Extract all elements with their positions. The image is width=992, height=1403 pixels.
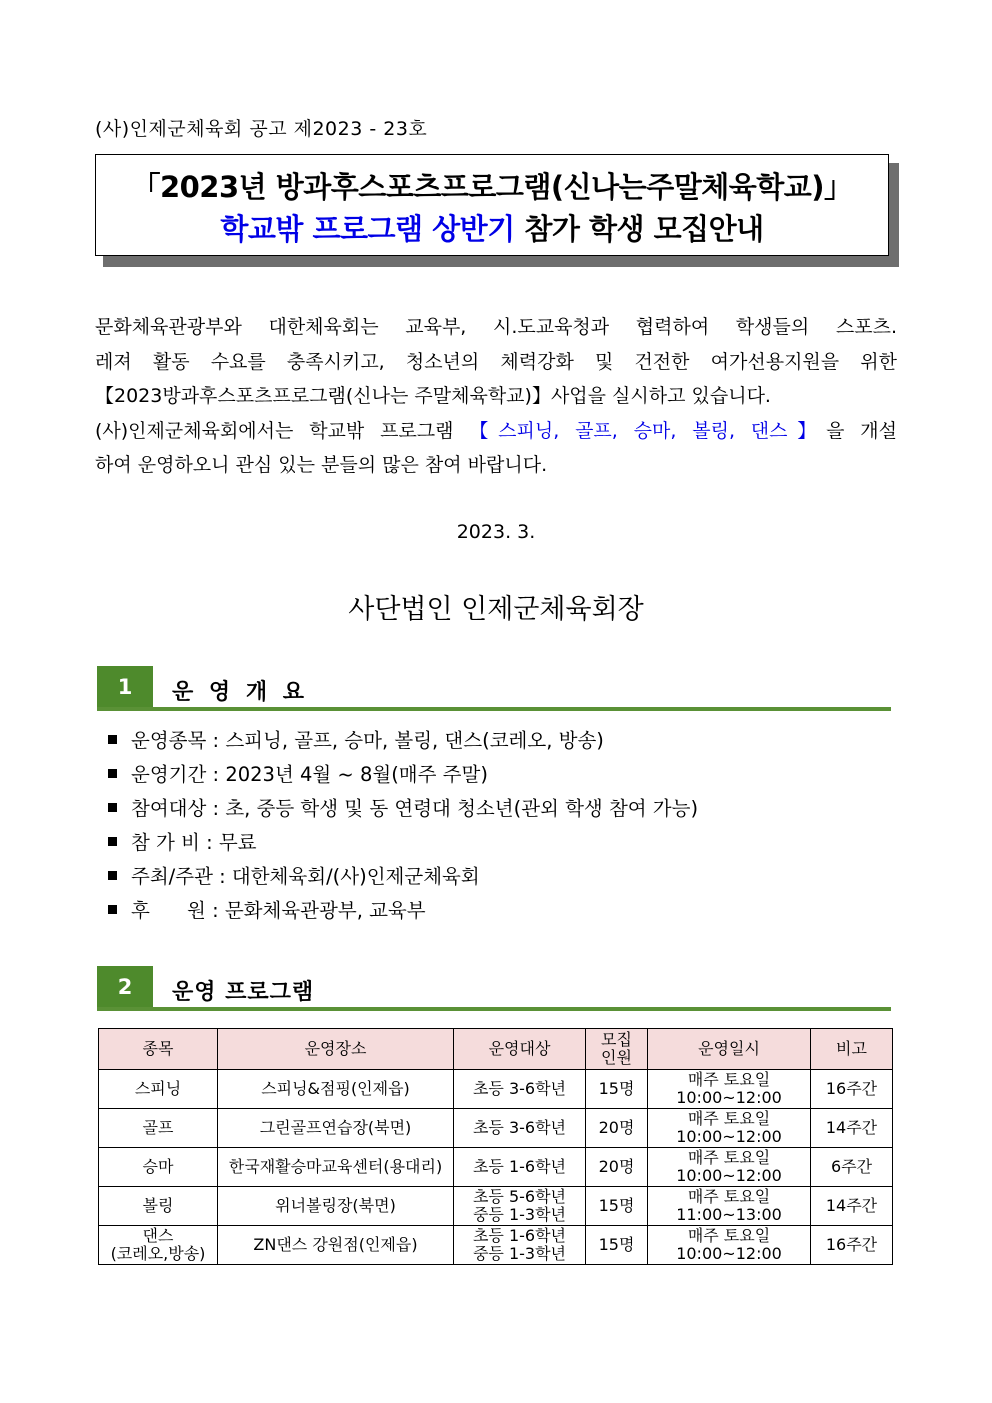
header-cell-sport: 종목 <box>99 1029 218 1070</box>
intro-line-4 <box>95 414 897 449</box>
cell-note: 14주간 <box>811 1109 893 1148</box>
table-row <box>99 1070 893 1109</box>
intro-line-1: 문화체육관광부와 대한체육회는 교육부, 시.도교육청과 협력하여 학생들의 스포츠. <box>95 316 897 338</box>
cell-target: 초등 1-6학년 <box>454 1148 586 1187</box>
cell-schedule: 매주 토요일 10:00~12:00 <box>648 1148 811 1187</box>
cell-schedule: 매주 토요일 10:00~12:00 <box>648 1109 811 1148</box>
cell-sport: 댄스 (코레오,방송) <box>99 1226 218 1265</box>
overview-list <box>108 724 698 928</box>
table-row <box>99 1148 893 1187</box>
cell-capacity: 15명 <box>586 1070 648 1109</box>
cell-venue: 스피닝&점핑(인제읍) <box>218 1070 454 1109</box>
header-cell-capacity: 모집 인원 <box>586 1029 648 1070</box>
cell-capacity: 20명 <box>586 1148 648 1187</box>
section-1-number: 1 <box>97 666 153 709</box>
cell-note: 16주간 <box>811 1070 893 1109</box>
table-row <box>99 1226 893 1265</box>
intro-line-2: 레져 활동 수요를 충족시키고, 청소년의 체력강화 및 건전한 여가선용지원을 위한 <box>95 350 897 373</box>
bullet-square-icon <box>108 803 117 812</box>
cell-capacity: 15명 <box>586 1187 648 1226</box>
intro-line-5: 하여 운영하오니 관심 있는 분들의 많은 참여 바랍니다. <box>95 454 548 476</box>
overview-item <box>108 826 698 860</box>
title-box <box>95 154 889 256</box>
cell-target: 초등 5-6학년 중등 1-3학년 <box>454 1187 586 1226</box>
cell-sport: 스피닝 <box>99 1070 218 1109</box>
cell-capacity: 15명 <box>586 1226 648 1265</box>
bullet-square-icon <box>108 905 117 914</box>
overview-item-text: 운영종목 : 스피닝, 골프, 승마, 볼링, 댄스(코레오, 방송) <box>131 729 604 752</box>
overview-item <box>108 758 698 792</box>
cell-schedule: 매주 토요일 10:00~12:00 <box>648 1070 811 1109</box>
section-1-underline <box>97 707 891 711</box>
overview-item <box>108 724 698 758</box>
overview-item-text: 참여대상 : 초, 중등 학생 및 동 연령대 청소년(관외 학생 참여 가능) <box>131 797 699 820</box>
cell-venue: 위너볼링장(북면) <box>218 1187 454 1226</box>
cell-sport: 볼링 <box>99 1187 218 1226</box>
overview-item-text: 주최/주관 : 대한체육회/(사)인제군체육회 <box>131 865 480 888</box>
section-2-title: 운영 프로그램 <box>172 980 315 1005</box>
cell-sport: 골프 <box>99 1109 218 1148</box>
cell-venue: ZN댄스 강원점(인제읍) <box>218 1226 454 1265</box>
overview-item <box>108 860 698 894</box>
bullet-square-icon <box>108 871 117 880</box>
cell-note: 14주간 <box>811 1187 893 1226</box>
intro-line-4-pre: (사)인제군체육회에서는 학교밖 프로그램 <box>95 419 454 442</box>
overview-item-text: 참 가 비 : 무료 <box>131 831 257 854</box>
table-header-row <box>99 1029 893 1070</box>
bullet-square-icon <box>108 769 117 778</box>
intro-paragraph <box>95 310 897 483</box>
organization-name: 사단법인 인제군체육회장 <box>348 594 644 625</box>
cell-venue: 한국재활승마교육센터(용대리) <box>218 1148 454 1187</box>
intro-line-3: 【2023방과후스포츠프로그램(신나는 주말체육학교)】사업을 실시하고 있습니다. <box>95 385 771 407</box>
intro-program-list: 【스피닝, 골프, 승마, 볼링, 댄스】 <box>469 419 827 442</box>
cell-schedule: 매주 토요일 11:00~13:00 <box>648 1187 811 1226</box>
table-row <box>99 1187 893 1226</box>
notice-number: (사)인제군체육회 공고 제2023 - 23호 <box>95 118 428 140</box>
cell-capacity: 20명 <box>586 1109 648 1148</box>
cell-venue: 그린골프연습장(북면) <box>218 1109 454 1148</box>
header-cell-venue: 운영장소 <box>218 1029 454 1070</box>
title-line-2 <box>96 207 888 248</box>
bullet-square-icon <box>108 735 117 744</box>
program-table <box>98 1028 893 1265</box>
section-2-underline <box>97 1007 891 1011</box>
overview-item-text: 후 원 : 문화체육관광부, 교육부 <box>131 899 426 922</box>
header-cell-note: 비고 <box>811 1029 893 1070</box>
intro-line-4-post: 을 개설 <box>826 419 898 442</box>
cell-target: 초등 3-6학년 <box>454 1109 586 1148</box>
overview-item <box>108 894 698 928</box>
announcement-date: 2023. 3. <box>456 521 536 543</box>
section-2-number: 2 <box>97 966 153 1009</box>
title-highlight: 학교밖 프로그램 상반기 <box>220 212 515 246</box>
header-cell-schedule: 운영일시 <box>648 1029 811 1070</box>
cell-sport: 승마 <box>99 1148 218 1187</box>
overview-item-text: 운영기간 : 2023년 4월 ~ 8월(매주 주말) <box>131 763 488 786</box>
title-rest: 참가 학생 모집안내 <box>514 212 764 246</box>
bullet-square-icon <box>108 837 117 846</box>
table-row <box>99 1109 893 1148</box>
cell-target: 초등 3-6학년 <box>454 1070 586 1109</box>
overview-item <box>108 792 698 826</box>
title-line-1: ｢2023년 방과후스포츠프로그램(신나는주말체육학교)｣ <box>145 170 839 204</box>
header-cell-target: 운영대상 <box>454 1029 586 1070</box>
cell-note: 6주간 <box>811 1148 893 1187</box>
cell-note: 16주간 <box>811 1226 893 1265</box>
section-1-title: 운 영 개 요 <box>172 680 308 705</box>
cell-target: 초등 1-6학년 중등 1-3학년 <box>454 1226 586 1265</box>
cell-schedule: 매주 토요일 10:00~12:00 <box>648 1226 811 1265</box>
